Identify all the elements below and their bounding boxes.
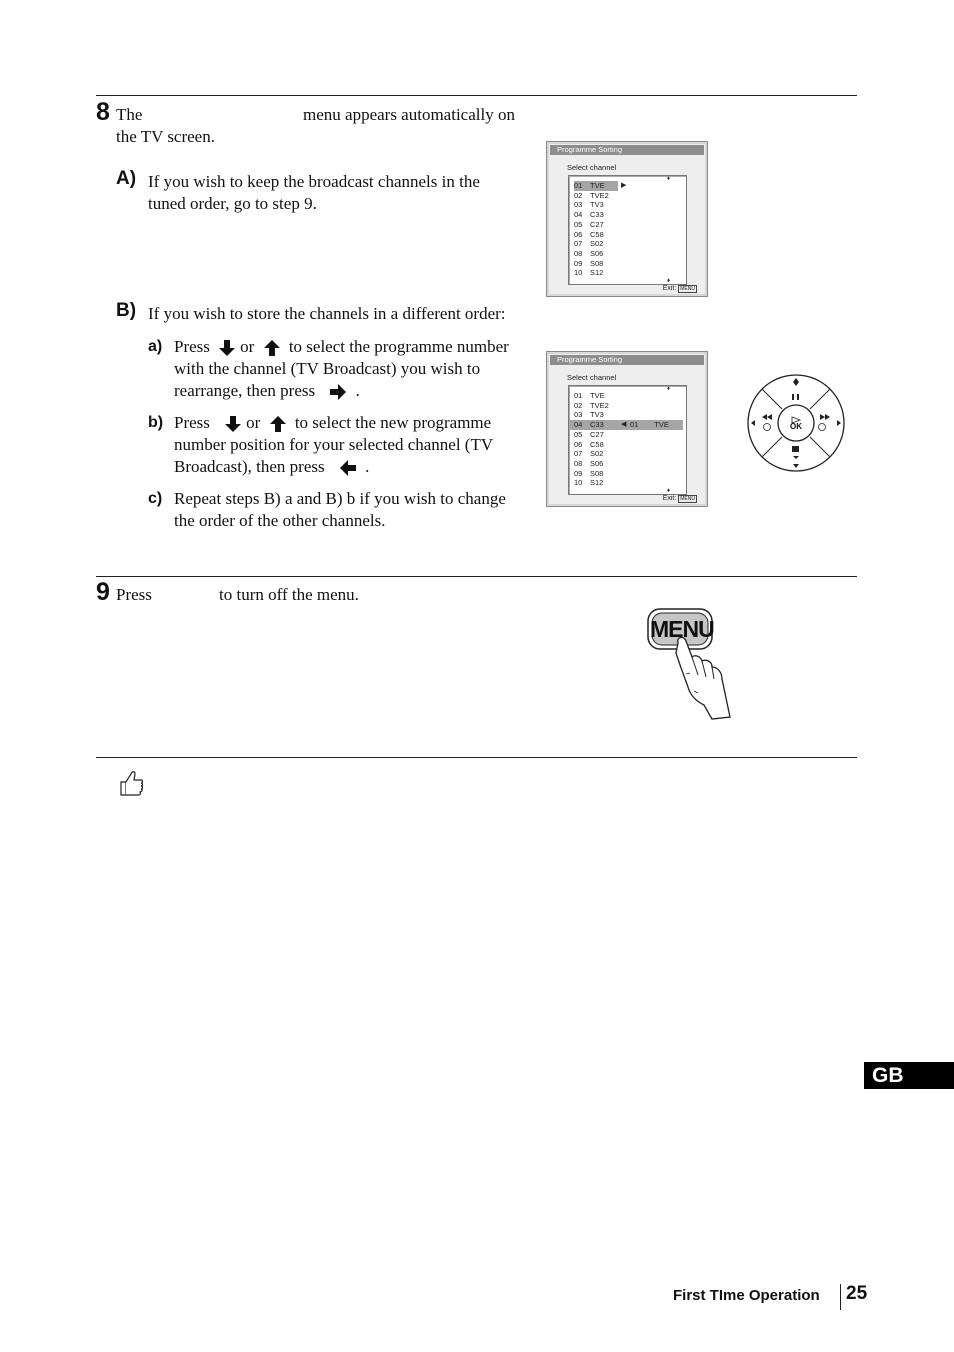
- page-number: 25: [846, 1283, 868, 1304]
- option-b-a-label: a): [148, 338, 163, 355]
- divider-middle: [96, 576, 857, 577]
- list-item: 09 S08: [574, 468, 604, 478]
- option-b-b-or: or: [246, 413, 261, 432]
- list-item: 02 TVE2: [574, 400, 609, 410]
- list-item: 07 S02: [574, 239, 604, 249]
- list-item: 08 S06: [574, 248, 604, 258]
- arrow-right-icon: [329, 383, 347, 401]
- option-b-c-label: c): [148, 490, 163, 507]
- list-item: 10 S12: [574, 268, 604, 278]
- scroll-down-icon: ♦: [666, 278, 670, 284]
- list-item: 01 TVE: [574, 181, 618, 191]
- scroll-up-icon: ♦: [666, 386, 670, 392]
- arrow-down-icon: [218, 339, 236, 357]
- tv-screen-programme-sorting-2: [546, 351, 708, 507]
- option-b-b-line3: [174, 456, 369, 478]
- option-b-c-line2: the order of the other channels.: [174, 511, 386, 530]
- scroll-up-icon: ♦: [666, 176, 670, 182]
- arrow-left-icon: [339, 459, 357, 477]
- scroll-down-icon: ♦: [666, 488, 670, 494]
- screen-title: Programme Sorting: [550, 355, 704, 365]
- option-b-b-line1: [174, 412, 491, 434]
- step-9-text-start: Press: [116, 585, 152, 604]
- option-b-text: If you wish to store the channels in a different order:: [148, 304, 506, 323]
- option-a-text: If you wish to keep the broadcast channels in the tuned order, go to step 9.: [148, 172, 480, 213]
- remote-navigation-pad: [746, 373, 846, 473]
- list-item: 04 C33: [574, 420, 604, 430]
- option-b-a-or: or: [240, 337, 255, 356]
- menu-button[interactable]: MENU: [650, 616, 714, 642]
- option-b-b-press: Press: [174, 413, 210, 432]
- menu-button-illustration: [640, 605, 740, 723]
- screen-subtitle: Select channel: [567, 373, 617, 382]
- list-item: 03 TV3: [574, 200, 604, 210]
- list-item: 04 C33: [574, 210, 604, 220]
- step-8-text-end: menu appears automatically on: [303, 105, 515, 124]
- select-arrow-icon: ▶: [621, 182, 627, 189]
- move-arrow-icon: ◀: [621, 421, 627, 429]
- list-item: 05 C27: [574, 429, 604, 439]
- option-b-c-line1: Repeat steps B) a and B) b if you wish to change: [174, 489, 506, 508]
- option-b-b-end: .: [365, 457, 370, 476]
- option-b-a-text: to select the programme number: [288, 337, 509, 356]
- channel-list: [568, 175, 687, 285]
- exit-hint: Exit: MENU: [662, 285, 695, 292]
- step-8-number: 8: [96, 98, 110, 126]
- tv-screen-programme-sorting-1: [546, 141, 708, 297]
- option-b-b-text: to select the new programme: [294, 413, 492, 432]
- list-item: 07 S02: [574, 449, 604, 459]
- option-b-a-press: Press: [174, 337, 210, 356]
- step-8-text-line2: the TV screen.: [116, 127, 215, 146]
- footer-divider: [840, 1284, 841, 1310]
- arrow-down-icon: [224, 415, 242, 433]
- language-tab: GB: [864, 1062, 954, 1089]
- step-8-text-start: The: [116, 105, 143, 124]
- option-b-a-line3: [174, 380, 360, 402]
- step-9-number: 9: [96, 578, 110, 606]
- ok-button[interactable]: OK: [790, 422, 802, 431]
- option-b-b-line2: number position for your selected channel (TV: [174, 435, 494, 454]
- option-b-a-line1: [174, 336, 509, 358]
- list-item: 09 S08: [574, 258, 604, 268]
- option-b-label: B): [116, 300, 137, 321]
- list-item: 06 C58: [574, 229, 604, 239]
- option-b-a-line2: with the channel (TV Broadcast) you wish to: [174, 359, 481, 378]
- screen-title: Programme Sorting: [550, 145, 704, 155]
- moving-channel: 01 TVE: [630, 420, 669, 430]
- option-b-a-line3-text: rearrange, then press: [174, 381, 316, 400]
- list-item: 06 C58: [574, 439, 604, 449]
- arrow-up-icon: [269, 415, 287, 433]
- channel-list: [568, 385, 687, 495]
- option-b-b-line3-text: Broadcast), then press: [174, 457, 325, 476]
- divider-bottom: [96, 757, 857, 758]
- list-item: 08 S06: [574, 458, 604, 468]
- screen-subtitle: Select channel: [567, 163, 617, 172]
- option-b-a-end: .: [355, 381, 360, 400]
- list-item: 10 S12: [574, 478, 604, 488]
- step-9-text-end: to turn off the menu.: [219, 585, 359, 604]
- thumbs-up-tip-icon: [116, 768, 144, 798]
- divider-top: [96, 95, 857, 96]
- exit-hint: Exit: MENU: [662, 495, 695, 502]
- footer-section-title: First TIme Operation: [673, 1287, 820, 1304]
- arrow-up-icon: [263, 339, 281, 357]
- list-item: 03 TV3: [574, 410, 604, 420]
- list-item: 02 TVE2: [574, 190, 609, 200]
- option-b-b-label: b): [148, 414, 164, 431]
- list-item: 01 TVE: [574, 391, 605, 400]
- list-item: 05 C27: [574, 219, 604, 229]
- option-a-label: A): [116, 168, 137, 189]
